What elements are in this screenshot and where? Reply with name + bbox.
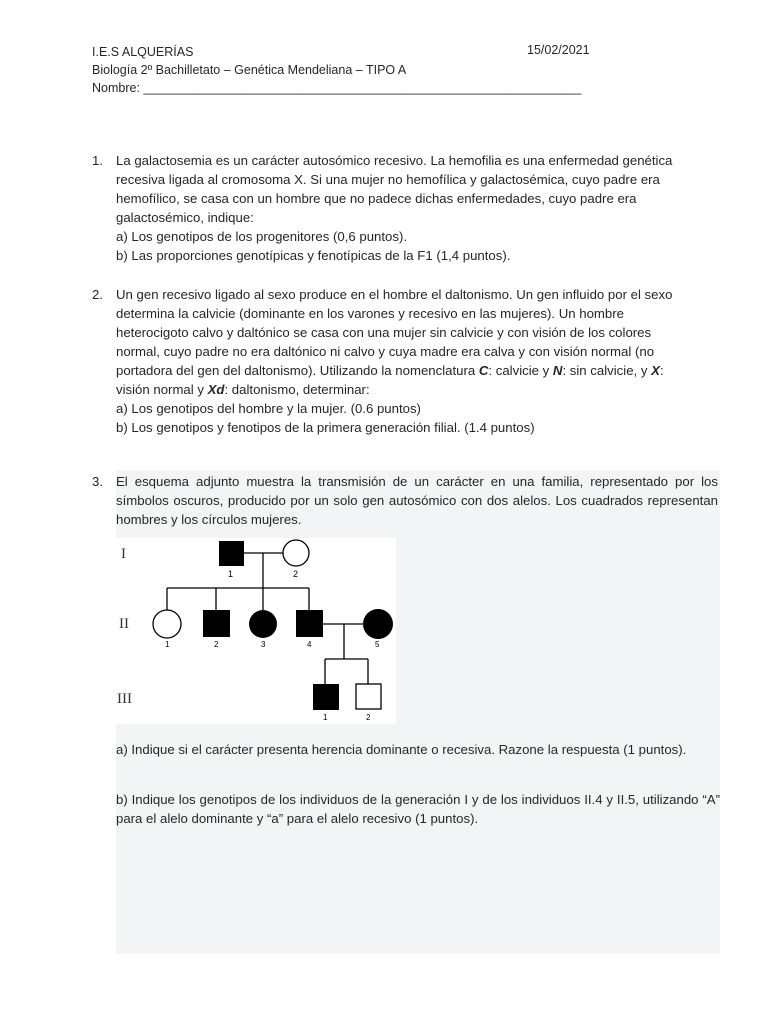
symbol-c-desc: : calvicie y [488,363,553,378]
label-II-5: 5 [375,640,380,649]
name-field: Nombre: _______________________________________________________________ [92,81,582,95]
q2-part-a: a) Los genotipos del hombre y la mujer. (0.6 puntos) [116,401,421,416]
label-II-4: 4 [307,640,312,649]
q3-intro: El esquema adjunto muestra la transmisión de un carácter en una familia, representado por los símbolos oscuros, producido por un solo gen autosómico con dos alelos. Los cuadrados representan hombres y los círculos mujeres. [116,474,718,527]
symbol-xd: Xd [207,382,225,397]
question-1 [92,151,718,265]
individual-I-2-female [283,540,309,566]
q2-line-1: Un gen recesivo ligado al sexo produce en el hombre el daltonismo. Un gen influido por el sexo [116,287,673,302]
question-number: 3. [92,474,103,489]
individual-III-2-male [356,684,381,709]
q2-line-4: normal, cuyo padre no era daltónico ni calvo y cuya madre era calva y con visión normal (no [116,344,655,359]
symbol-n-desc: : sin calvicie, y [562,363,652,378]
q3-part-b-block [116,790,720,828]
individual-II-3-affected-female [249,610,277,638]
pedigree-diagram [116,538,396,724]
label-II-3: 3 [261,640,266,649]
individual-III-1-affected-male [313,684,339,710]
q3-part-b: b) Indique los genotipos de los individuos de la generación I y de los individuos II.4 y II.5, utilizando “A” para el alelo dominante y “a” para el alelo recesivo (1 puntos). [116,792,720,826]
q3-part-a: a) Indique si el carácter presenta herencia dominante o recesiva. Razone la respuesta (1 puntos). [116,742,687,757]
label-III-1: 1 [323,713,328,722]
school-name: I.E.S ALQUERÍAS [92,45,194,59]
q3-part-a-block [116,740,720,759]
symbol-c: C [478,363,489,378]
label-II-2: 2 [214,640,219,649]
individual-II-1-female [153,610,181,638]
individual-II-2-affected-male [203,610,230,637]
q2-line-5 [116,361,718,380]
gen-label-2: II [119,616,129,632]
q2-line-6 [116,380,718,399]
individual-II-5-affected-female [363,609,393,639]
individual-I-1-affected-male [219,541,244,566]
q1-part-a: a) Los genotipos de los progenitores (0,6 puntos). [116,229,408,244]
course-title: Biología 2º Bachilletato – Genética Mendeliana – TIPO A [92,63,407,77]
q1-part-b: b) Las proporciones genotípicas y fenotípicas de la F1 (1,4 puntos). [116,248,511,263]
gen-label-1: I [121,546,126,562]
gen-label-3: III [117,691,132,707]
label-II-1: 1 [165,640,170,649]
q1-line-3: hemofílico, se casa con un hombre que no padece dichas enfermedades, cuyo padre era [116,191,637,206]
pedigree-chart [116,538,396,724]
question-3 [92,472,718,529]
label-I-1: 1 [228,569,234,579]
exam-date: 15/02/2021 [527,43,590,57]
q1-line-1: La galactosemia es un carácter autosómico recesivo. La hemofilia es una enfermedad genética [116,153,673,168]
question-number: 2. [92,287,103,302]
q2-line-2: determina la calvicie (dominante en los varones y recesivo en las mujeres). Un hombre [116,306,624,321]
symbol-n: N [552,363,563,378]
q1-line-4: galactosémico, indique: [116,210,254,225]
label-I-2: 2 [293,569,299,579]
q2-part-b: b) Los genotipos y fenotipos de la primera generación filial. (1.4 puntos) [116,420,535,435]
label-III-2: 2 [366,713,371,722]
individual-II-4-affected-male [296,610,323,637]
question-number: 1. [92,153,103,168]
symbol-x: X [651,363,660,378]
q1-line-2: recesiva ligada al cromosoma X. Si una mujer no hemofílica y galactosémica, cuyo padre era [116,172,660,187]
q2-line-6-start: visión normal y [116,382,208,397]
symbol-x-desc: : [659,363,664,378]
q2-line-5-text: portadora del gen del daltonismo). Utilizando la nomenclatura [116,363,476,378]
question-2 [92,285,718,437]
q2-line-6-end: : daltonismo, determinar: [224,382,370,397]
q2-line-3: heterocigoto calvo y daltónico se casa con una mujer sin calvicie y con visión de los colores [116,325,652,340]
